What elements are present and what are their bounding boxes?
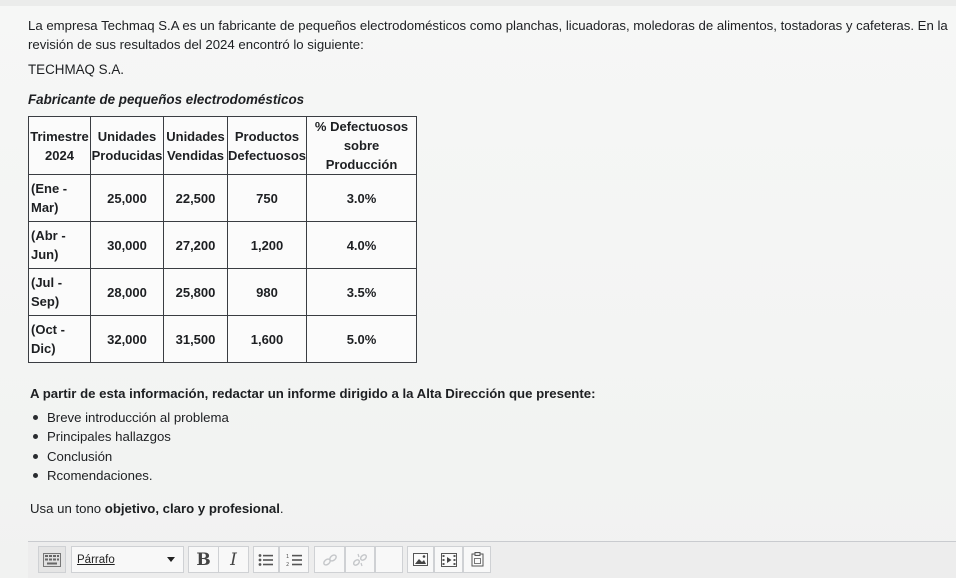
insert-link-button[interactable] bbox=[314, 546, 345, 573]
cell-pct: 3.0% bbox=[307, 175, 417, 222]
intro-paragraph: La empresa Techmaq S.A es un fabricante de pequeños electrodomésticos como planchas, licuadoras, moledoras de alimentos, tostadoras y cafeteras. En la revisión de sus resultados del 2024 encontró lo siguiente: bbox=[28, 18, 948, 52]
cell-quarter: (Jul - Sep) bbox=[29, 269, 91, 316]
list-item bbox=[30, 466, 229, 485]
bullet-list-icon bbox=[258, 553, 274, 567]
table-row bbox=[29, 316, 417, 363]
header-defectuosos: Productos Defectuosos bbox=[228, 117, 307, 175]
table-row bbox=[29, 175, 417, 222]
bullet-icon bbox=[33, 434, 38, 439]
paragraph-format-select[interactable] bbox=[71, 546, 184, 573]
image-icon bbox=[413, 553, 428, 566]
bold-button[interactable] bbox=[188, 546, 219, 573]
cell-defectuosos: 750 bbox=[228, 175, 307, 222]
bullet-icon bbox=[33, 454, 38, 459]
cell-producidas: 25,000 bbox=[91, 175, 164, 222]
header-trimestre: Trimestre 2024 bbox=[29, 117, 91, 175]
cell-producidas: 28,000 bbox=[91, 269, 164, 316]
list-item-text: Breve introducción al problema bbox=[47, 410, 229, 425]
italic-icon: I bbox=[230, 549, 237, 570]
cell-defectuosos: 1,200 bbox=[228, 222, 307, 269]
link-icon bbox=[322, 553, 338, 567]
clipboard-icon bbox=[471, 552, 484, 567]
requirements-list bbox=[30, 408, 229, 485]
cell-pct: 4.0% bbox=[307, 222, 417, 269]
top-divider bbox=[0, 0, 956, 6]
numbered-list-icon bbox=[286, 553, 303, 567]
cell-pct: 3.5% bbox=[307, 269, 417, 316]
svg-text:2: 2 bbox=[285, 561, 289, 567]
editor-toolbar bbox=[28, 542, 956, 578]
header-pct-defectuosos: % Defectuosos sobre Producción bbox=[307, 117, 417, 175]
bold-icon: B bbox=[196, 549, 211, 570]
cell-quarter: (Oct - Dic) bbox=[29, 316, 91, 363]
table-row bbox=[29, 269, 417, 316]
bullet-list-button[interactable] bbox=[253, 546, 279, 573]
unlink-button[interactable] bbox=[345, 546, 375, 573]
list-item bbox=[30, 447, 229, 466]
svg-text:1: 1 bbox=[285, 553, 289, 560]
cell-quarter: (Abr - Jun) bbox=[29, 222, 91, 269]
keyboard-toggle-button[interactable] bbox=[38, 546, 66, 573]
italic-button[interactable] bbox=[218, 546, 249, 573]
numbered-list-button[interactable] bbox=[279, 546, 309, 573]
list-item-text: Conclusión bbox=[47, 448, 113, 464]
cell-vendidas: 25,800 bbox=[164, 269, 228, 316]
cell-vendidas: 31,500 bbox=[164, 316, 228, 363]
cell-pct: 5.0% bbox=[307, 316, 417, 363]
cell-producidas: 30,000 bbox=[91, 222, 164, 269]
list-item-text: Rcomendaciones. bbox=[47, 467, 153, 483]
cell-vendidas: 22,500 bbox=[164, 175, 228, 222]
disabled-toolbar-button[interactable] bbox=[375, 546, 403, 573]
bullet-icon bbox=[33, 415, 38, 420]
table-subtitle: Fabricante de pequeños electrodomésticos bbox=[28, 92, 305, 107]
insert-media-button[interactable] bbox=[434, 546, 463, 573]
task-request: A partir de esta información, redactar un informe dirigido a la Alta Dirección que presente: bbox=[30, 386, 596, 401]
list-item bbox=[30, 427, 229, 446]
tone-instruction: Usa un tono objetivo, claro y profesional. bbox=[30, 501, 284, 516]
table-header-row bbox=[29, 117, 417, 175]
keyboard-icon bbox=[43, 553, 61, 567]
media-icon bbox=[441, 553, 457, 567]
cell-defectuosos: 1,600 bbox=[228, 316, 307, 363]
unlink-icon bbox=[352, 553, 368, 567]
cell-quarter: (Ene - Mar) bbox=[29, 175, 91, 222]
table-row bbox=[29, 222, 417, 269]
header-vendidas: Unidades Vendidas bbox=[164, 117, 228, 175]
paste-button[interactable] bbox=[463, 546, 491, 573]
header-producidas: Unidades Producidas bbox=[91, 117, 164, 175]
format-select-value: Párrafo bbox=[77, 553, 115, 566]
chevron-down-icon bbox=[167, 557, 175, 562]
bullet-icon bbox=[33, 473, 38, 478]
company-name: TECHMAQ S.A. bbox=[28, 62, 124, 77]
cell-vendidas: 27,200 bbox=[164, 222, 228, 269]
cell-defectuosos: 980 bbox=[228, 269, 307, 316]
cell-producidas: 32,000 bbox=[91, 316, 164, 363]
results-table bbox=[28, 116, 417, 363]
insert-image-button[interactable] bbox=[407, 546, 434, 573]
list-item-text: Principales hallazgos bbox=[47, 429, 171, 445]
list-item bbox=[30, 408, 229, 427]
